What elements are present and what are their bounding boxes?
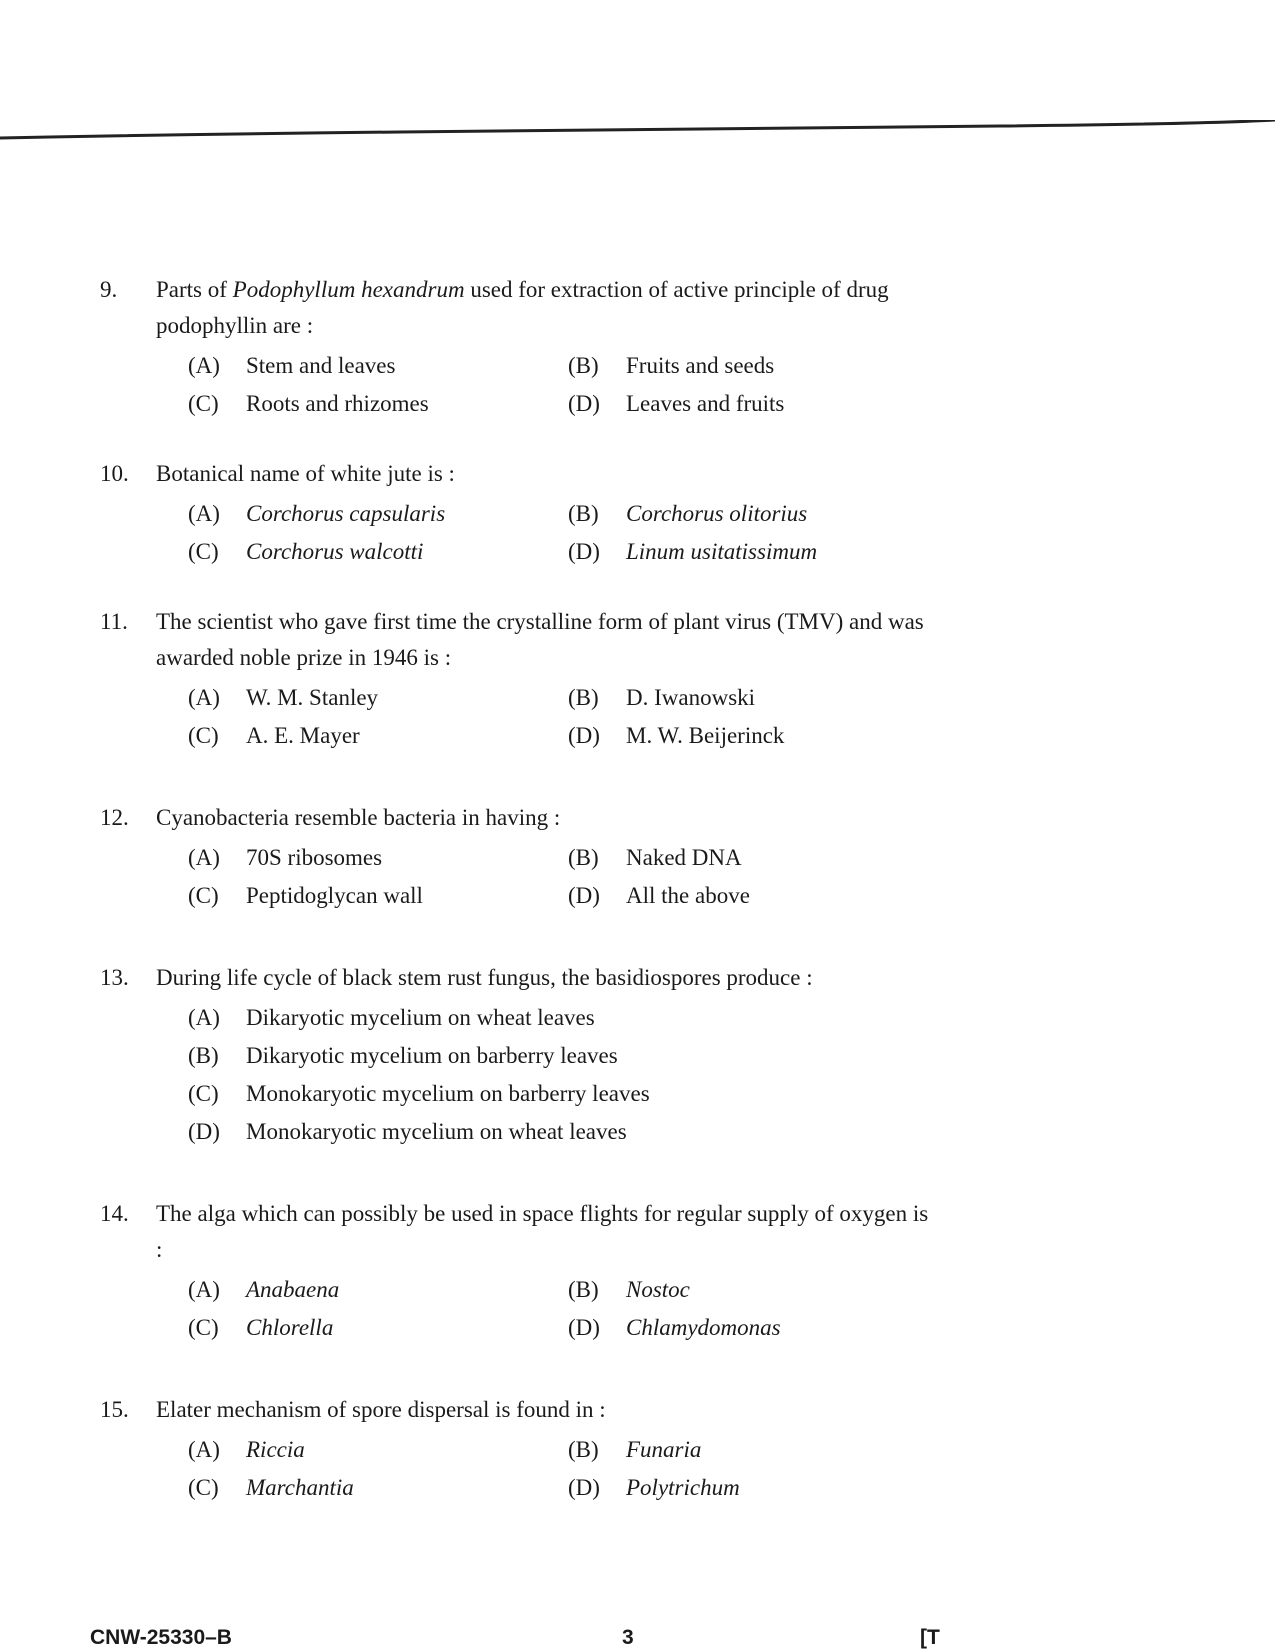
option-c: (C) A. E. Mayer: [188, 723, 360, 748]
options: [188, 1432, 940, 1506]
question-10: [100, 456, 940, 570]
option-c: (C) Marchantia: [188, 1475, 354, 1500]
footer-page-number: 3: [622, 1626, 634, 1649]
option-d: (D) Linum usitatissimum: [568, 539, 818, 564]
footer-mark: [T: [920, 1626, 940, 1649]
option-c: (C) Peptidoglycan wall: [188, 883, 423, 908]
question-13: [100, 960, 940, 1150]
question-text: The scientist who gave first time the crystalline form of plant virus (TMV) and was awarded noble prize in 1946 is :: [156, 609, 924, 670]
footer-code: CNW-25330–B: [90, 1626, 232, 1649]
option-a: (A) W. M. Stanley: [188, 685, 379, 710]
option-a: (A) Riccia: [188, 1437, 305, 1462]
option-c: (C) Monokaryotic mycelium on barberry leaves: [188, 1081, 650, 1106]
option-a: (A) Corchorus capsularis: [188, 501, 446, 526]
options: [188, 680, 940, 754]
options: [188, 1000, 940, 1150]
option-d: (D) Monokaryotic mycelium on wheat leaves: [188, 1119, 627, 1144]
option-b: (B) Fruits and seeds: [568, 353, 775, 378]
question-number: 13.: [100, 965, 129, 990]
scan-rule-line: [0, 120, 1275, 150]
question-text: Parts of Podophyllum hexandrum used for extraction of active principle of drug podophyllin are :: [156, 277, 889, 338]
question-text: Elater mechanism of spore dispersal is found in :: [156, 1397, 606, 1422]
options: [188, 840, 940, 914]
question-12: [100, 800, 940, 914]
option-a: (A) 70S ribosomes: [188, 845, 383, 870]
question-text: The alga which can possibly be used in space flights for regular supply of oxygen is :: [156, 1201, 929, 1262]
option-b: (B) Dikaryotic mycelium on barberry leaves: [188, 1043, 618, 1068]
option-b: (B) Funaria: [568, 1437, 702, 1462]
option-c: (C) Chlorella: [188, 1315, 334, 1340]
option-a: (A) Dikaryotic mycelium on wheat leaves: [188, 1005, 595, 1030]
question-number: 15.: [100, 1397, 129, 1422]
options: [188, 496, 940, 570]
option-d: (D) Chlamydomonas: [568, 1315, 781, 1340]
option-b: (B) Naked DNA: [568, 845, 742, 870]
question-number: 14.: [100, 1201, 129, 1226]
question-text: Botanical name of white jute is :: [156, 461, 455, 486]
question-9: [100, 272, 940, 422]
option-b: (B) Corchorus olitorius: [568, 501, 808, 526]
species-name: Podophyllum hexandrum: [232, 277, 465, 302]
option-c: (C) Corchorus walcotti: [188, 539, 424, 564]
question-14: [100, 1196, 940, 1346]
question-text: Cyanobacteria resemble bacteria in having :: [156, 805, 561, 830]
question-number: 11.: [100, 609, 128, 634]
question-number: 10.: [100, 461, 129, 486]
option-d: (D) Leaves and fruits: [568, 391, 785, 416]
option-a: (A) Anabaena: [188, 1277, 340, 1302]
question-text: During life cycle of black stem rust fungus, the basidiospores produce :: [156, 965, 813, 990]
question-15: [100, 1392, 940, 1506]
option-a: (A) Stem and leaves: [188, 353, 396, 378]
options: [188, 348, 940, 422]
question-number: 9.: [100, 277, 118, 302]
options: [188, 1272, 940, 1346]
option-b: (B) D. Iwanowski: [568, 685, 756, 710]
option-b: (B) Nostoc: [568, 1277, 690, 1302]
option-d: (D) Polytrichum: [568, 1475, 740, 1500]
option-c: (C) Roots and rhizomes: [188, 391, 429, 416]
question-11: [100, 604, 940, 754]
option-d: (D) M. W. Beijerinck: [568, 723, 785, 748]
question-number: 12.: [100, 805, 129, 830]
option-d: (D) All the above: [568, 883, 750, 908]
